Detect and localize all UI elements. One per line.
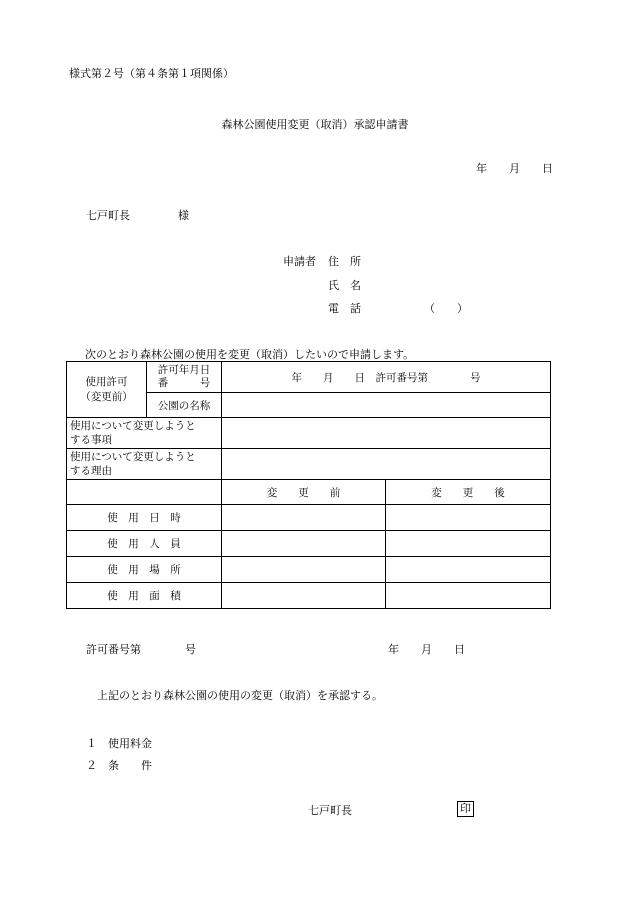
name-label: 氏 名 bbox=[328, 279, 361, 292]
usage-people-before bbox=[222, 531, 386, 557]
seal-label: 印 bbox=[457, 801, 474, 817]
permit-date-label: 許可年月日 番 号 bbox=[147, 362, 222, 393]
usage-datetime-before bbox=[222, 505, 386, 531]
row-usage-people: 使 用 人 員 bbox=[67, 531, 222, 557]
address-label: 住 所 bbox=[328, 255, 361, 268]
usage-area-after bbox=[386, 583, 551, 609]
usage-datetime-after bbox=[386, 505, 551, 531]
phone-area-code-paren: （ ） bbox=[424, 302, 468, 315]
before-change-header: 変 更 前 bbox=[222, 480, 386, 505]
approval-date: 年 月 日 bbox=[388, 643, 465, 656]
usage-people-after bbox=[386, 531, 551, 557]
document-title: 森林公園使用変更（取消）承認申請書 bbox=[221, 118, 409, 131]
approver-name: 七戸町長 bbox=[308, 804, 352, 817]
addressee-honorific: 様 bbox=[178, 209, 189, 222]
application-table bbox=[66, 361, 551, 609]
item-conditions: ２ 条 件 bbox=[86, 759, 152, 772]
after-change-header: 変 更 後 bbox=[386, 480, 551, 505]
permit-label: 使用許可 （変更前） bbox=[67, 362, 147, 418]
phone-label: 電 話 bbox=[328, 302, 361, 315]
addressee-name: 七戸町長 bbox=[86, 209, 130, 222]
change-reason-label: 使用について変更しようと する理由 bbox=[67, 449, 222, 480]
application-date: 年 月 日 bbox=[476, 162, 553, 175]
row-usage-place: 使 用 場 所 bbox=[67, 557, 222, 583]
permit-date-value: 年 月 日 許可番号第 号 bbox=[222, 362, 551, 393]
change-matters-value bbox=[222, 418, 551, 449]
approval-statement: 上記のとおり森林公園の使用の変更（取消）を承認する。 bbox=[97, 689, 383, 702]
row-usage-datetime: 使 用 日 時 bbox=[67, 505, 222, 531]
intro-text: 次のとおり森林公園の使用を変更（取消）したいので申請します。 bbox=[85, 348, 415, 361]
form-number: 様式第２号（第４条第１項関係） bbox=[69, 67, 234, 80]
approval-permit-number: 許可番号第 号 bbox=[86, 643, 196, 656]
seal-mark bbox=[457, 801, 474, 817]
change-matters-label: 使用について変更しようと する事項 bbox=[67, 418, 222, 449]
park-name-value bbox=[222, 393, 551, 418]
applicant-label: 申請者 bbox=[283, 255, 316, 268]
usage-area-before bbox=[222, 583, 386, 609]
park-name-label: 公園の名称 bbox=[147, 393, 222, 418]
change-reason-value bbox=[222, 449, 551, 480]
usage-place-before bbox=[222, 557, 386, 583]
item-usage-fee: １ 使用料金 bbox=[86, 737, 152, 750]
usage-place-after bbox=[386, 557, 551, 583]
row-usage-area: 使 用 面 積 bbox=[67, 583, 222, 609]
header-blank-cell bbox=[67, 480, 222, 505]
